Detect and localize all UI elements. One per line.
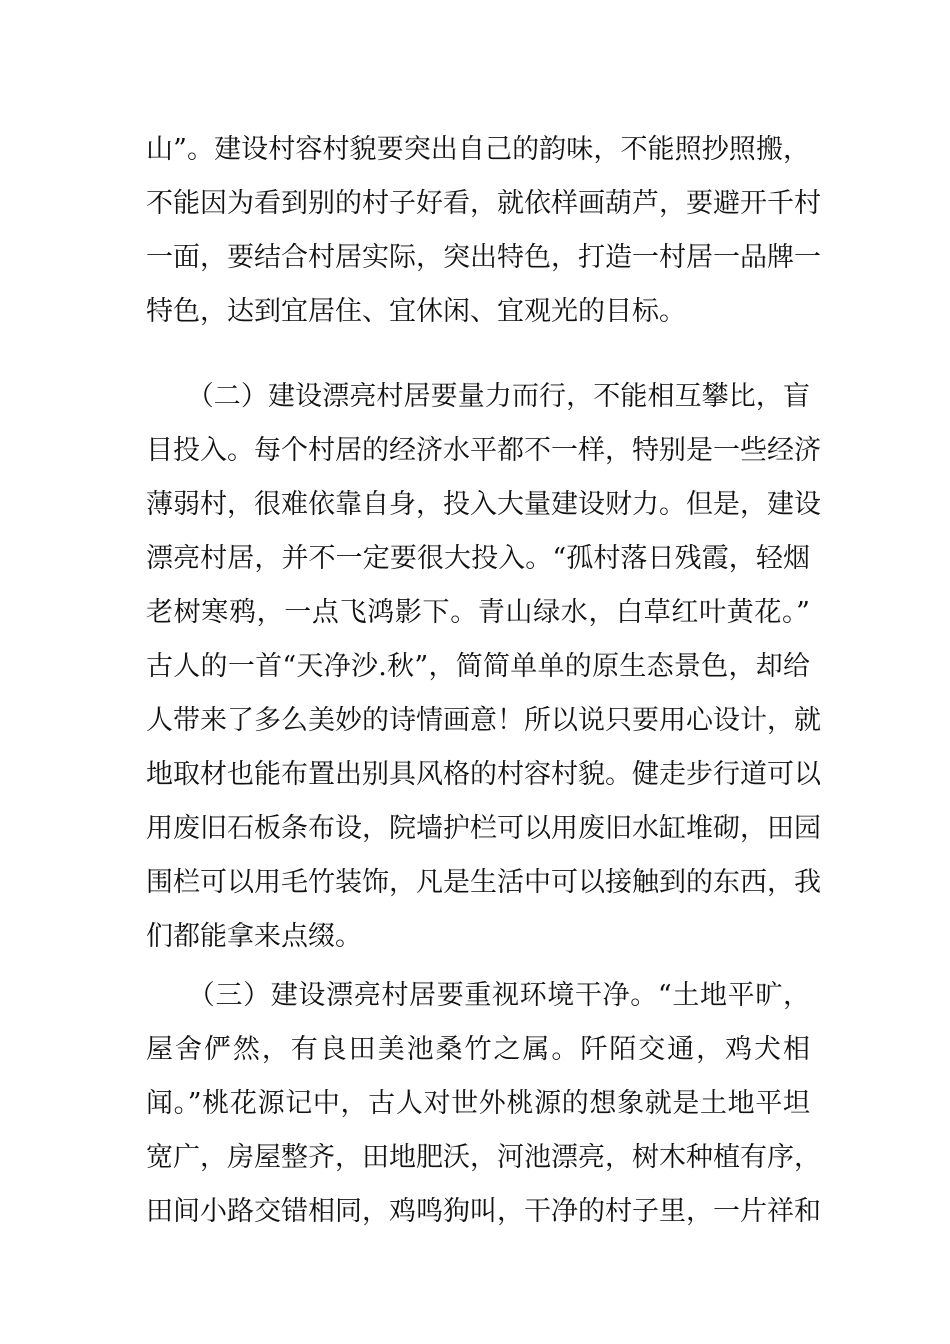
text-line: 田间小路交错相同，鸡鸣狗叫，干净的村子里，一片祥和: [146, 1196, 821, 1227]
text-line: 地取材也能布置出别具风格的村容村貌。健走步行道可以: [146, 759, 821, 790]
text-line: 们都能拿来点缀。: [146, 921, 362, 952]
paragraph-section-two: [146, 370, 821, 964]
text-line: 围栏可以用毛竹装饰，凡是生活中可以接触到的东西，我: [146, 867, 821, 898]
text-line: （三）建设漂亮村居要重视环境干净。“土地平旷，: [146, 980, 810, 1011]
text-line: 薄弱村，很难依靠自身，投入大量建设财力。但是，建设: [146, 489, 821, 520]
text-line: 古人的一首“天净沙.秋”，简简单单的原生态景色，却给: [146, 651, 810, 682]
text-line: 用废旧石板条布设，院墙护栏可以用废旧水缸堆砌，田园: [146, 813, 821, 844]
text-line: 老树寒鸦，一点飞鸿影下。青山绿水，白草红叶黄花。”: [146, 597, 810, 628]
paragraph-section-three: [146, 969, 821, 1239]
text-line: 屋舍俨然，有良田美池桑竹之属。阡陌交通，鸡犬相: [146, 1034, 810, 1065]
text-line: 特色，达到宜居住、宜休闲、宜观光的目标。: [146, 296, 686, 327]
text-line: 人带来了多么美妙的诗情画意！所以说只要用心设计，就: [146, 705, 821, 736]
text-line: 闻。”桃花源记中，古人对世外桃源的想象就是土地平坦: [146, 1088, 810, 1119]
text-line: 不能因为看到别的村子好看，就依样画葫芦，要避开千村: [146, 188, 821, 219]
paragraph-village-style: [146, 123, 821, 339]
text-line: 漂亮村居，并不一定要很大投入。“孤村落日残霞，轻烟: [146, 543, 810, 574]
text-line: 宽广，房屋整齐，田地肥沃，河池漂亮，树木种植有序，: [146, 1142, 821, 1173]
text-line: 一面，要结合村居实际，突出特色，打造一村居一品牌一: [146, 242, 821, 273]
text-line: 山”。建设村容村貌要突出自己的韵味，不能照抄照搬，: [146, 134, 810, 165]
text-line: 目投入。每个村居的经济水平都不一样，特别是一些经济: [146, 435, 821, 466]
text-line: （二）建设漂亮村居要量力而行，不能相互攀比，盲: [146, 381, 810, 412]
